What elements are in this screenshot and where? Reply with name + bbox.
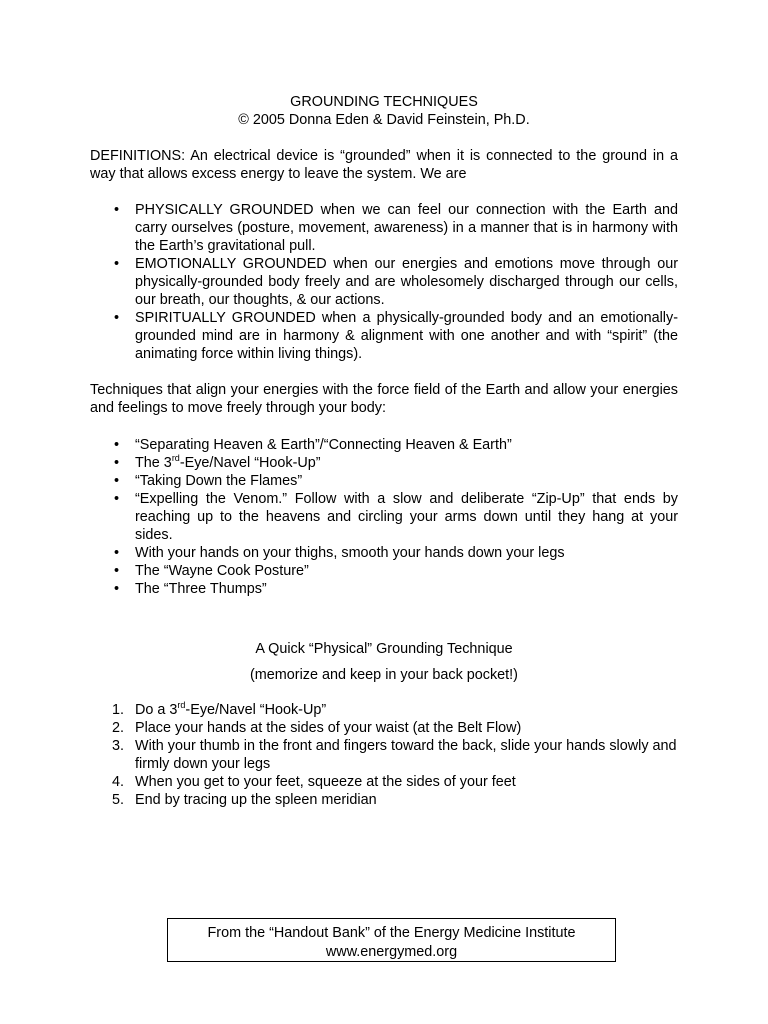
superscript: rd <box>171 453 180 464</box>
bullet-icon: • <box>114 202 120 218</box>
bullet-icon: • <box>114 455 120 471</box>
list-item-text: The “Wayne Cook Posture” <box>135 563 309 579</box>
footer-source-line: From the “Handout Bank” of the Energy Medicine Institute <box>207 925 576 941</box>
list-item-text: The “Three Thumps” <box>135 581 267 597</box>
list-item-text <box>135 455 321 471</box>
copyright-line: © 2005 Donna Eden & David Feinstein, Ph.D. <box>238 112 530 128</box>
list-item-text: With your thumb in the front and fingers toward the back, slide your hands slowly and firmly down your legs <box>135 738 677 772</box>
list-item-text: End by tracing up the spleen meridian <box>135 792 377 808</box>
step-number: 4. <box>112 774 125 790</box>
text-prefix: The 3 <box>135 455 172 471</box>
bullet-icon: • <box>114 310 120 326</box>
list-item <box>90 255 678 309</box>
list-item <box>90 544 678 562</box>
list-item <box>90 309 678 363</box>
bullet-icon: • <box>114 545 120 561</box>
footer-url: www.energymed.org <box>325 944 458 960</box>
list-item-text: EMOTIONALLY GROUNDED when our energies and emotions move through our physically-grounded body freely and are wholesomely discharged through our cells, our breath, our thoughts, & our actions. <box>135 256 678 308</box>
bullet-icon: • <box>114 437 120 453</box>
list-item <box>90 562 678 580</box>
list-item <box>90 791 678 809</box>
list-item <box>90 701 678 719</box>
list-item-text: PHYSICALLY GROUNDED when we can feel our connection with the Earth and carry ourselves (posture, movement, awareness) in a manner that is in harmony with the Earth’s gravitational pull. <box>135 202 678 254</box>
step-number: 5. <box>112 792 125 808</box>
step-number: 3. <box>112 738 125 754</box>
superscript: rd <box>177 700 186 711</box>
footer-box <box>167 918 616 962</box>
list-item <box>90 773 678 791</box>
list-item <box>90 436 678 454</box>
list-item-text: Place your hands at the sides of your waist (at the Belt Flow) <box>135 720 522 736</box>
list-item-text: “Taking Down the Flames” <box>135 473 303 489</box>
list-item-text: SPIRITUALLY GROUNDED when a physically-grounded body and an emotionally-grounded mind are in harmony & alignment with one another and with “spirit” (the animating force within living things). <box>135 310 678 362</box>
text-prefix: Do a 3 <box>135 702 178 718</box>
list-item-text: With your hands on your thighs, smooth your hands down your legs <box>135 545 565 561</box>
text-suffix: -Eye/Navel “Hook-Up” <box>179 455 321 471</box>
techniques-intro: Techniques that align your energies with the force field of the Earth and allow your energies and feelings to move freely through your body: <box>90 382 678 416</box>
definitions-intro: DEFINITIONS: An electrical device is “grounded” when it is connected to the ground in a way that allows excess energy to leave the system. We are <box>90 148 678 182</box>
list-item <box>90 201 678 255</box>
definitions-list <box>90 201 678 363</box>
list-item <box>90 454 678 472</box>
techniques-list <box>90 436 678 598</box>
quick-technique-subtitle: (memorize and keep in your back pocket!) <box>250 667 518 683</box>
quick-technique-title: A Quick “Physical” Grounding Technique <box>255 641 513 657</box>
bullet-icon: • <box>114 473 120 489</box>
list-item-text: “Separating Heaven & Earth”/“Connecting Heaven & Earth” <box>135 437 512 453</box>
text-suffix: -Eye/Navel “Hook-Up” <box>185 702 327 718</box>
quick-steps-list <box>90 701 678 809</box>
document-header <box>90 93 678 129</box>
step-number: 2. <box>112 720 125 736</box>
list-item <box>90 490 678 544</box>
list-item-text <box>135 702 326 718</box>
bullet-icon: • <box>114 563 120 579</box>
document-title: GROUNDING TECHNIQUES <box>290 94 478 110</box>
bullet-icon: • <box>114 491 120 507</box>
list-item-text: When you get to your feet, squeeze at the sides of your feet <box>135 774 516 790</box>
list-item <box>90 472 678 490</box>
list-item <box>90 719 678 737</box>
bullet-icon: • <box>114 581 120 597</box>
bullet-icon: • <box>114 256 120 272</box>
list-item <box>90 580 678 598</box>
step-number: 1. <box>112 702 125 718</box>
list-item <box>90 737 678 773</box>
list-item-text: “Expelling the Venom.” Follow with a slow and deliberate “Zip-Up” that ends by reaching up to the heavens and circling your arms down until they hang at your sides. <box>135 491 678 543</box>
